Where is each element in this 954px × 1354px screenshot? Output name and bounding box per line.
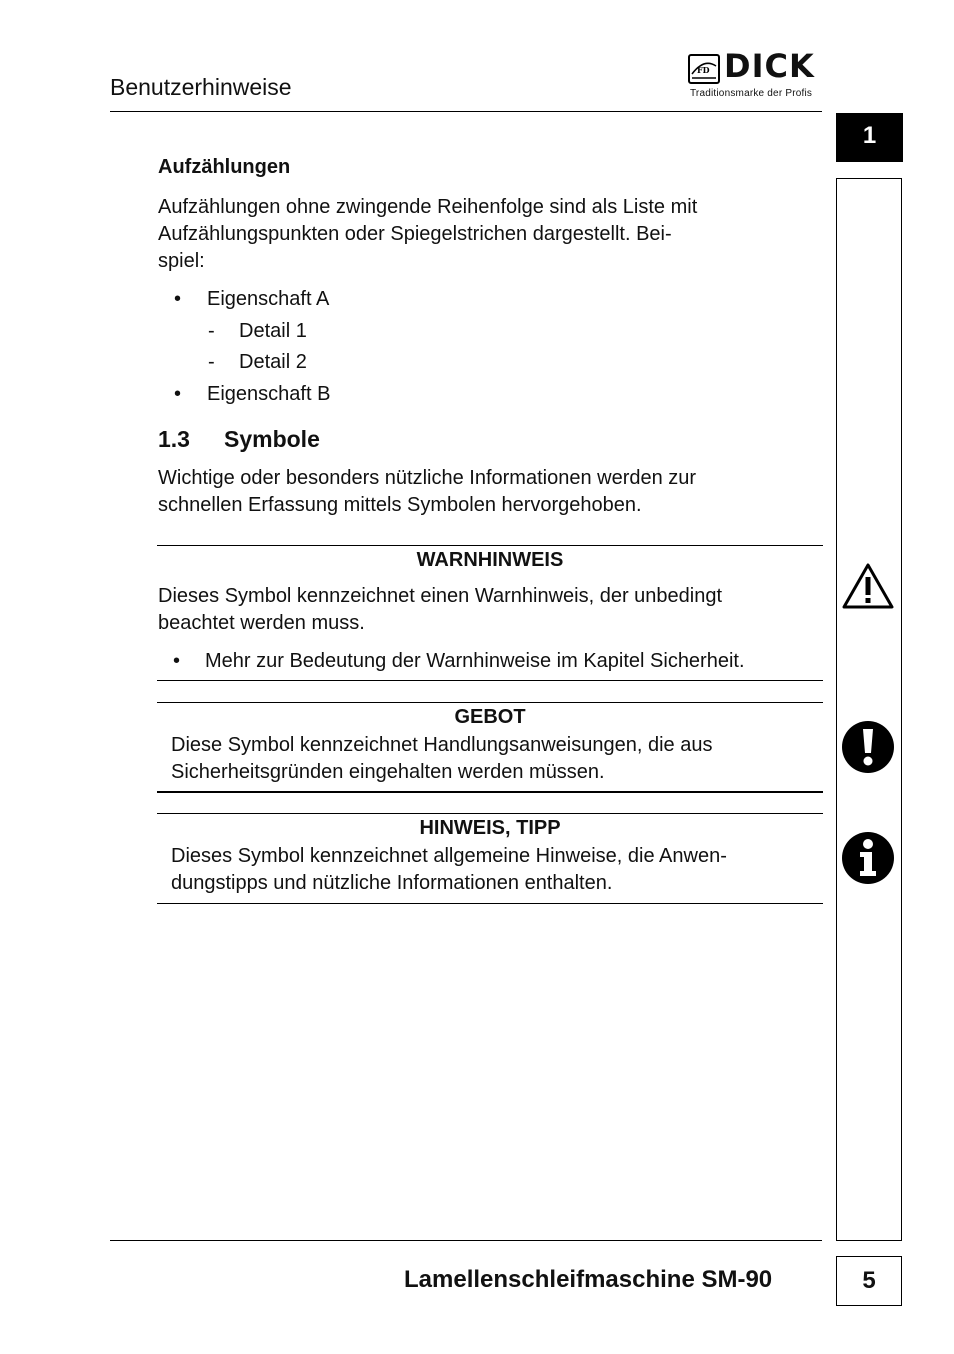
paragraph-line: spiel: <box>158 250 205 272</box>
dash-marker: - <box>208 351 215 373</box>
paragraph-line: Aufzählungspunkten oder Spiegelstrichen dargestellt. Bei- <box>158 223 672 245</box>
paragraph-line: schnellen Erfassung mittels Symbolen hervorgehoben. <box>158 494 642 516</box>
bullet-marker: • <box>174 288 182 310</box>
list-item-text: Eigenschaft B <box>207 383 331 405</box>
footer-divider <box>110 1240 822 1241</box>
list-item-text: Eigenschaft A <box>207 288 330 310</box>
bullet-marker: • <box>173 650 181 672</box>
section-number: 1.3 <box>158 426 190 452</box>
paragraph-line: Dieses Symbol kennzeichnet allgemeine Hinweise, die Anwen- <box>171 845 727 867</box>
info-box-top-rule <box>157 813 823 814</box>
warning-bullet-text: Mehr zur Bedeutung der Warnhinweise im Kapitel Sicherheit. <box>205 650 745 672</box>
paragraph-line: Wichtige oder besonders nützliche Informationen werden zur <box>158 467 697 489</box>
info-box-bottom-rule <box>157 903 823 904</box>
brand-logo <box>688 47 822 102</box>
logo-tagline: Traditionsmarke der Profis <box>690 88 813 99</box>
logo-brand: DICK <box>724 47 815 85</box>
warning-box-bottom-rule <box>157 680 823 681</box>
warning-box-title: WARNHINWEIS <box>416 549 564 571</box>
paragraph-line: Aufzählungen ohne zwingende Reihenfolge sind als Liste mit <box>158 196 698 218</box>
chapter-tab: 1 <box>836 113 903 162</box>
mandatory-box-top-rule <box>157 702 823 703</box>
paragraph-line: dungstipps und nützliche Informationen enthalten. <box>171 872 613 894</box>
warning-box-text <box>158 583 828 637</box>
header-divider <box>110 111 822 112</box>
mandatory-box-bottom-rule <box>157 791 823 793</box>
paragraph-line: Dieses Symbol kennzeichnet einen Warnhinweis, der unbedingt <box>158 585 723 607</box>
info-box-text <box>171 843 823 897</box>
enumerations-heading: Aufzählungen <box>158 156 291 178</box>
mandatory-box-text <box>171 732 823 786</box>
warning-box-top-rule <box>157 545 823 546</box>
dash-marker: - <box>208 320 215 342</box>
list-item-text: Detail 1 <box>239 320 307 342</box>
paragraph-line: Diese Symbol kennzeichnet Handlungsanweisungen, die aus <box>171 734 713 756</box>
section-paragraph <box>158 465 824 519</box>
paragraph-line: beachtet werden muss. <box>158 612 365 634</box>
page-number: 5 <box>836 1256 902 1306</box>
bullet-marker: • <box>174 383 182 405</box>
list-item-text: Detail 2 <box>239 351 307 373</box>
mandatory-box-title: GEBOT <box>454 706 526 728</box>
header-title: Benutzerhinweise <box>110 74 292 100</box>
warning-triangle-icon <box>841 562 895 610</box>
footer-title: Lamellenschleifmaschine SM-90 <box>404 1266 773 1293</box>
sidebar-frame <box>836 178 902 1241</box>
logo-emblem-text: FD <box>697 65 710 75</box>
exclamation-circle-icon <box>841 720 895 774</box>
logo-emblem-icon <box>688 54 720 84</box>
section-title: Symbole <box>224 426 320 452</box>
info-box-title: HINWEIS, TIPP <box>419 817 561 839</box>
info-circle-icon <box>841 831 895 885</box>
enumerations-paragraph <box>158 194 824 275</box>
paragraph-line: Sicherheitsgründen eingehalten werden müssen. <box>171 761 605 783</box>
